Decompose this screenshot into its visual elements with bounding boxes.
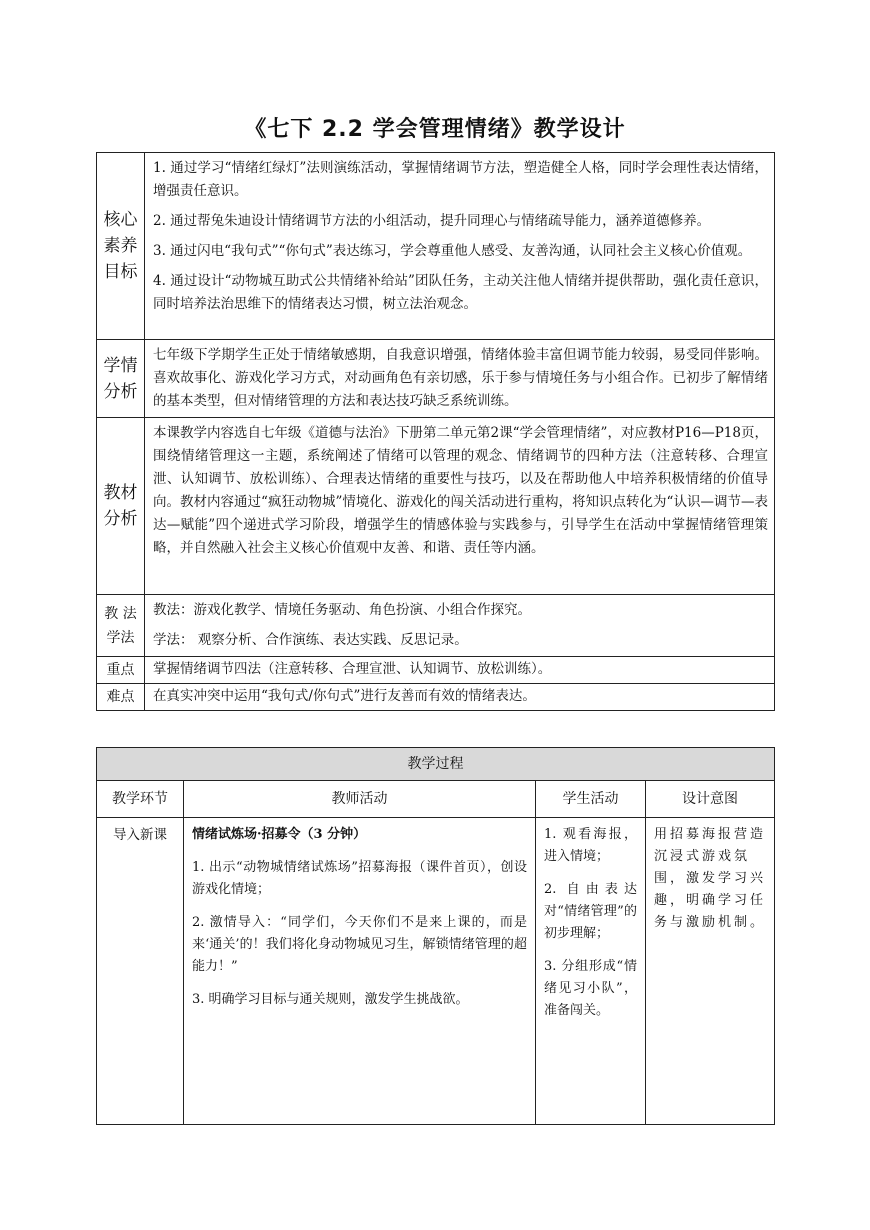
teacher-activity-title: 情绪试炼场·招募令（3 分钟） (192, 827, 367, 842)
core-goal-3: 3. 通过闪电“我句式”“你句式”表达练习，学会尊重他人感受、友善沟通，认同社会主义核心价值观。 (153, 243, 752, 259)
material-analysis-row (97, 418, 775, 595)
teaching-method: 教法：游戏化教学、情境任务驱动、角色扮演、小组合作探究。 (153, 602, 531, 618)
difficult-point-label: 难点 (97, 684, 145, 711)
material-analysis-label: 教材分析 (97, 418, 145, 595)
method-content (145, 595, 775, 657)
student-activity (536, 818, 646, 1125)
learning-method: 学法： 观察分析、合作演练、表达实践、反思记录。 (153, 632, 468, 648)
method-label: 教 法 学法 (97, 595, 145, 657)
process-row-intro (97, 818, 775, 1125)
process-band-row (97, 748, 775, 781)
learner-analysis-label: 学情分析 (97, 340, 145, 418)
difficult-point-text: 在真实冲突中运用“我句式/你句式”进行友善而有效的情绪表达。 (145, 684, 775, 711)
header-student: 学生活动 (536, 781, 646, 818)
core-goals-label: 核心素养目标 (97, 153, 145, 340)
core-goal-1: 1. 通过学习“情绪红绿灯”法则演练活动，掌握情绪调节方法，塑造健全人格，同时学会理性表达情绪，增强责任意识。 (153, 160, 768, 199)
key-point-label: 重点 (97, 657, 145, 684)
key-point-row (97, 657, 775, 684)
method-row (97, 595, 775, 657)
teacher-step-1: 1. 出示“动物城情绪试炼场”招募海报（课件首页），创设游戏化情境； (192, 860, 527, 897)
core-goals-content (145, 153, 775, 340)
material-analysis-text: 本课教学内容选自七年级《道德与法治》下册第二单元第2课“学会管理情绪”，对应教材P16—P18页，围绕情绪管理这一主题，系统阐述了情绪可以管理的观念、情绪调节的四种方法（注意转移、合理宣泄、认知调节、放松训练）、合理表达情绪的重要性与技巧，以及在帮助他人中培养积极情绪的价值导向。教材内容通过“疯狂动物城”情境化、游戏化的闯关活动进行重构，将知识点转化为“认识—调节—表达—赋能”四个递进式学习阶段，增强学生的情感体验与实践参与，引导学生在活动中掌握情绪管理策略，并自然融入社会主义核心价值观中友善、和谐、责任等内涵。 (145, 418, 775, 595)
header-stage: 教学环节 (97, 781, 184, 818)
teacher-step-3: 3. 明确学习目标与通关规则，激发学生挑战欲。 (192, 992, 469, 1007)
stage-name: 导入新课 (97, 818, 184, 1125)
difficult-point-row (97, 684, 775, 711)
document-title: 《七下 2.2 学会管理情绪》教学设计 (244, 117, 626, 142)
teacher-step-2: 2. 激情导入：“同学们，今天你们不是来上课的，而是来‘通关’的！我们将化身动物城见习生，解锁情绪管理的超能力！” (192, 915, 527, 974)
student-step-2: 2. 自由表达对“情绪管理”的初步理解； (544, 882, 637, 941)
core-goals-row (97, 153, 775, 340)
teaching-process-table (96, 747, 775, 1125)
student-step-3: 3. 分组形成“情绪见习小队”，准备闯关。 (544, 959, 637, 1018)
teacher-activity (184, 818, 536, 1125)
key-point-text: 掌握情绪调节四法（注意转移、合理宣泄、认知调节、放松训练）。 (145, 657, 775, 684)
process-band: 教学过程 (97, 748, 775, 781)
learner-analysis-text: 七年级下学期学生正处于情绪敏感期，自我意识增强，情绪体验丰富但调节能力较弱，易受同伴影响。喜欢故事化、游戏化学习方式，对动画角色有亲切感，乐于参与情境任务与小组合作。已初步了解情绪的基本类型，但对情绪管理的方法和表达技巧缺乏系统训练。 (145, 340, 775, 418)
core-goal-2: 2. 通过帮兔朱迪设计情绪调节方法的小组活动，提升同理心与情绪疏导能力，涵养道德修养。 (153, 213, 711, 229)
header-intent: 设计意图 (646, 781, 775, 818)
learner-analysis-row (97, 340, 775, 418)
student-step-1: 1. 观看海报，进入情境； (544, 827, 637, 864)
core-goal-4: 4. 通过设计“动物城互助式公共情绪补给站”团队任务，主动关注他人情绪并提供帮助，强化责任意识，同时培养法治思维下的情绪表达习惯，树立法治观念。 (153, 273, 768, 312)
header-teacher: 教师活动 (184, 781, 536, 818)
design-intent: 用招募海报营造沉浸式游戏氛围，激发学习兴趣，明确学习任务与激励机制。 (646, 818, 775, 1125)
design-info-table (96, 152, 775, 711)
process-header-row (97, 781, 775, 818)
